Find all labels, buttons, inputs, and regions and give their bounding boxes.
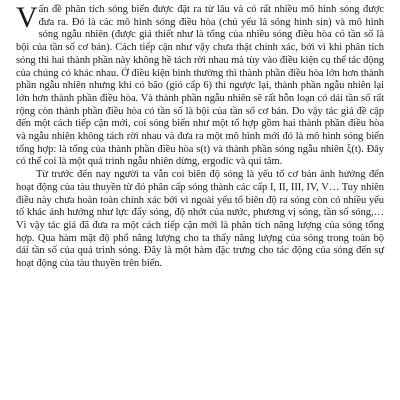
paragraph-1-text: ấn đề phân tích sóng biển được đặt ra từ lâu và có rất nhiều mô hình sóng được đưa ra. Đó là các mô hình sóng điều hòa (chủ yếu là sóng hình sin) và mô hình sóng ngẫu nhiên (được giả thiết như là tổng của nhiều sóng điều hòa có tần số là bội của tần số cơ bản). Cách tiếp cận như vậy chưa thật chính xác, bởi vì khi phân tích sóng thì hai thành phần này không hề tách rời nhau mà tùy vào điều kiện cụ thể tác động của chúng có khác nhau. Ở điều kiện bình thường thì thành phần điều hòa lớn hơn thành phần ngẫu nhiên nhưng khi có bão (gió cấp 6) thì ngược lại, thành phần ngẫu nhiên lại lớn hơn thành phần điều hòa. Và thành phần ngẫu nhiên sẽ rất hỗn loạn có dải tần số rất rộng còn thành phần điều hòa có tần số là bội của tần số cơ bản. Do vậy tác giả đề cập đến một cách tiếp cận mới, coi sóng biển như một tổ hợp gồm hai thành phần điều hòa và ngẫu nhiên không tách rời nhau và đưa ra một mô hình mới đó là mô hình sóng biển tổng hợp: là tổng của thành phần điều hòa s(t) và thành phần sóng ngẫu nhiên ξ(t). Đây có thể coi là một quá trình ngẫu nhiên dừng, ergodic và qui tâm. (16, 4, 384, 168)
paragraph-2-text: Từ trước đến nay người ta vẫn coi biên độ sóng là yếu tố cơ bản ảnh hưởng đến hoạt động của tàu thuyền từ đó phân cấp sóng thành các cấp I, II, III, IV, V… Tuy nhiên điều này chưa hoàn toàn chính xác bởi vì ngoài yếu tố biên độ ra sóng còn có nhiều yếu tố khác ảnh hưởng như lực đẩy sóng, độ nhớt của nước, phương vị sóng, tần số sóng,… Vì vậy tác giả đã đưa ra một cách tiếp cận mới là phân tích năng lượng của sóng tổng hợp. Qua hàm mật độ phổ năng lượng cho ta thấy năng lượng của sóng trong toàn bộ dải tần số của quá trình sóng. Đây là một hàm đặc trưng cho tác động của sóng đến sự hoạt động của tàu thuyền trên biển. (16, 169, 384, 270)
drop-cap: V (16, 1, 38, 34)
paragraph-1 (16, 1, 384, 169)
paragraph-2 (16, 169, 384, 271)
